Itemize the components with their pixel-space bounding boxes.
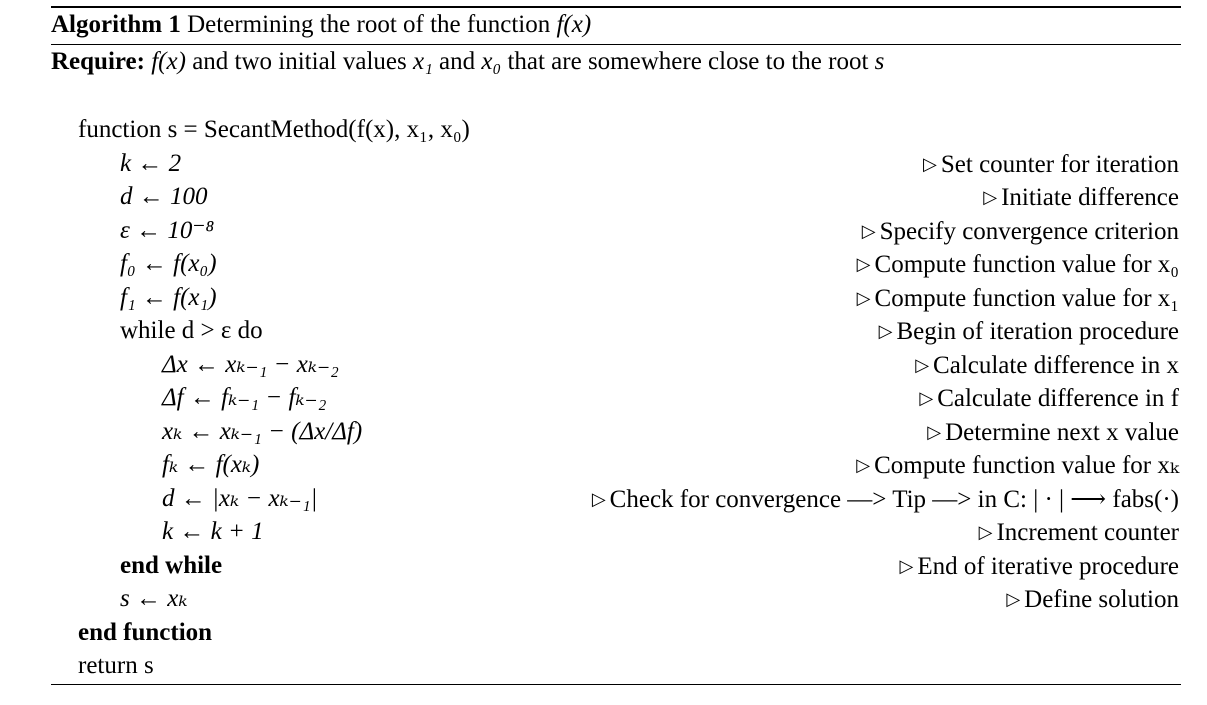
comment — [927, 416, 1179, 449]
comment-triangle-icon: ▷ — [919, 388, 934, 408]
algo-line — [0, 583, 1207, 615]
code: f₀ ← f(x₀) — [120, 250, 217, 277]
comment-text: Increment counter — [996, 519, 1179, 546]
comment — [879, 315, 1179, 348]
code: f₁ ← f(x₁) — [120, 284, 217, 311]
require-math-s: s — [874, 48, 885, 75]
comment — [592, 483, 1179, 516]
code: s ← xₖ — [120, 585, 188, 612]
algo-line-function — [0, 114, 1207, 146]
comment — [857, 282, 1179, 315]
comment — [862, 215, 1179, 248]
comment — [899, 550, 1179, 583]
comment-triangle-icon: ▷ — [915, 355, 930, 375]
comment-triangle-icon: ▷ — [591, 489, 606, 509]
algo-line — [0, 449, 1207, 481]
comment — [983, 181, 1179, 214]
require-math-x1: x₁ — [412, 48, 433, 75]
comment-text: Define solution — [1024, 586, 1179, 613]
comment — [919, 382, 1179, 415]
comment-triangle-icon: ▷ — [856, 288, 871, 308]
require-math-x0: x₀ — [481, 48, 502, 75]
comment-text: Compute function value for xₖ — [874, 452, 1179, 479]
code-function-header: function s = SecantMethod(f(x), x₁, x₀) — [78, 116, 470, 143]
comment — [856, 449, 1179, 482]
code-while: while d > ε do — [120, 317, 263, 344]
comment-triangle-icon: ▷ — [978, 522, 993, 542]
algo-line — [0, 416, 1207, 448]
algo-line-end-while — [0, 550, 1207, 582]
code-return: return s — [78, 652, 154, 679]
code-end-function: end function — [78, 619, 213, 646]
code: fₖ ← f(xₖ) — [162, 451, 260, 478]
require-text: and two initial values — [192, 48, 407, 75]
comment — [1006, 583, 1179, 616]
require-label: Require: — [51, 48, 145, 75]
comment-triangle-icon: ▷ — [856, 254, 871, 274]
comment — [857, 248, 1179, 281]
comment-text: Check for convergence —> Tip —> in C: | · | ⟶ fabs(·) — [609, 486, 1179, 513]
comment-triangle-icon: ▷ — [878, 321, 893, 341]
require-line — [51, 47, 884, 77]
header-rule — [51, 44, 1181, 45]
comment-text: Calculate difference in x — [933, 352, 1179, 379]
algo-line-end-function — [0, 617, 1207, 649]
require-text: that are somewhere close to the root — [507, 48, 869, 75]
comment-text: Begin of iteration procedure — [896, 318, 1179, 345]
bottom-rule — [51, 684, 1181, 685]
algo-line — [0, 215, 1207, 247]
code: xₖ ← xₖ₋₁ − (Δx/Δf) — [162, 418, 363, 445]
comment-text: Compute function value for x₁ — [874, 285, 1179, 312]
comment — [915, 349, 1179, 382]
algo-line — [0, 181, 1207, 213]
comment-text: End of iterative procedure — [917, 553, 1179, 580]
comment-triangle-icon: ▷ — [923, 154, 937, 174]
comment-text: Calculate difference in f — [937, 385, 1179, 412]
comment-triangle-icon: ▷ — [856, 455, 871, 475]
algo-line — [0, 148, 1207, 180]
comment-text: Specify convergence criterion — [879, 218, 1179, 245]
algorithm-caption — [51, 10, 591, 40]
comment-triangle-icon: ▷ — [899, 556, 914, 576]
comment-triangle-icon: ▷ — [927, 422, 942, 442]
comment-text: Initiate difference — [1001, 184, 1179, 211]
algo-line — [0, 349, 1207, 381]
code: d ← 100 — [120, 183, 208, 210]
algorithm-label: Algorithm 1 — [51, 11, 181, 38]
comment-triangle-icon: ▷ — [1006, 589, 1021, 609]
code-end-while: end while — [120, 552, 223, 579]
code: Δf ← fₖ₋₁ − fₖ₋₂ — [162, 384, 327, 411]
algo-line — [0, 516, 1207, 548]
comment-text: Determine next x value — [945, 419, 1179, 446]
code: d ← |xₖ − xₖ₋₁| — [162, 485, 318, 512]
comment — [923, 148, 1179, 181]
comment-triangle-icon: ▷ — [983, 187, 998, 207]
algo-line-return — [0, 650, 1207, 682]
code: k ← 2 — [120, 150, 182, 177]
require-math-f: f(x) — [151, 48, 186, 75]
algo-line — [0, 282, 1207, 314]
require-text: and — [439, 48, 476, 75]
algorithm-title-math: f(x) — [556, 11, 592, 38]
code: Δx ← xₖ₋₁ − xₖ₋₂ — [162, 351, 339, 378]
algo-line — [0, 382, 1207, 414]
comment — [979, 516, 1179, 549]
comment-text: Compute function value for x₀ — [874, 251, 1179, 278]
code: k ← k + 1 — [162, 518, 264, 545]
algo-line-while — [0, 315, 1207, 347]
algo-line — [0, 248, 1207, 280]
algorithm-title: Determining the root of the function — [187, 11, 551, 38]
comment-text: Set counter for iteration — [940, 151, 1179, 178]
top-rule — [51, 6, 1181, 8]
code: ε ← 10⁻⁸ — [120, 217, 215, 244]
algo-line — [0, 483, 1207, 515]
comment-triangle-icon: ▷ — [861, 221, 876, 241]
